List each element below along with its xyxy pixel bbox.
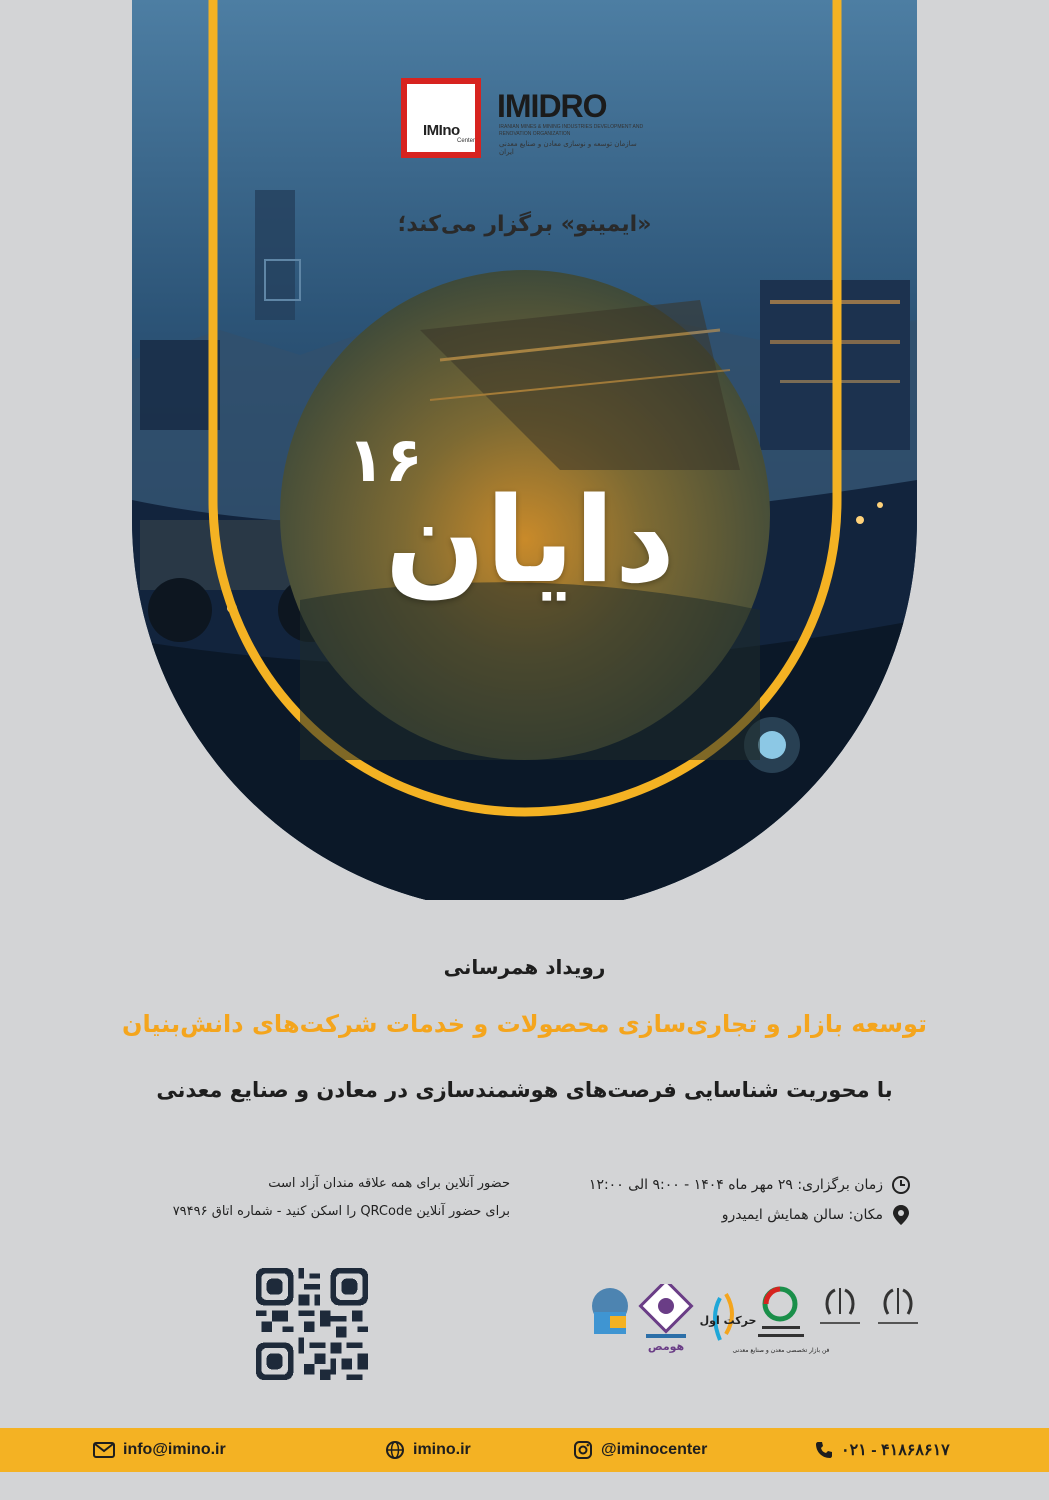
website-item[interactable] xyxy=(385,1428,471,1472)
imidro-logo-text: IMIDRO xyxy=(497,88,607,124)
imidro-logo-english: IRANIAN MINES & MINING INDUSTRIES DEVELOPMENT AND RENOVATION ORGANIZATION xyxy=(499,124,644,137)
event-number: ۱۶ xyxy=(347,423,423,496)
imidro-logo-persian: سازمان توسعه و نوسازی معادن و صنایع معدنی ایران xyxy=(499,140,637,156)
imino-logo-subtext: Center xyxy=(457,138,476,144)
fan-bazaar-label: فن بازار تخصصی معدن و صنایع معدنی xyxy=(732,1347,830,1354)
email-text: info@imino.ir xyxy=(123,1441,226,1458)
location-row xyxy=(571,1200,911,1230)
mail-icon xyxy=(93,1442,115,1458)
event-name: دایان xyxy=(384,471,676,609)
instagram-text: @iminocenter xyxy=(601,1441,708,1458)
presidency-emblem-icon xyxy=(820,1288,860,1324)
instagram-icon xyxy=(573,1440,593,1460)
cluster-logo xyxy=(592,1288,628,1334)
contact-footer xyxy=(0,1428,1049,1472)
homes-label: هومص xyxy=(647,1340,685,1353)
subheadline: با محوریت شناسایی فرصت‌های هوشمندسازی در معادن و صنایع معدنی xyxy=(156,1078,893,1102)
online-note: حضور آنلاین برای همه علاقه مندان آزاد است xyxy=(268,1176,510,1191)
organizer-text: «ایمینو» برگزار می‌کند؛ xyxy=(397,212,652,237)
partner-logos xyxy=(588,1284,928,1354)
phone-item[interactable] xyxy=(815,1428,950,1472)
location-text: مکان: سالن همایش ایمیدرو xyxy=(721,1207,883,1223)
svg-text:حرکت اول: حرکت اول xyxy=(699,1314,757,1327)
qr-code[interactable] xyxy=(256,1268,368,1380)
imino-logo-text: IMIno xyxy=(423,122,460,139)
homes-logo xyxy=(641,1284,692,1353)
website-text: imino.ir xyxy=(413,1441,471,1458)
partner-logos-graphic xyxy=(588,1284,928,1354)
location-pin-icon xyxy=(891,1204,911,1226)
time-text: زمان برگزاری: ۲۹ مهر ماه ۱۴۰۴ - ۹:۰۰ الی ۱۲:۰۰ xyxy=(588,1177,883,1193)
headline: توسعه بازار و تجاری‌سازی محصولات و خدمات شرکت‌های دانش‌بنیان xyxy=(122,1010,927,1038)
event-details xyxy=(571,1170,911,1230)
ministry-emblem-icon xyxy=(878,1288,918,1324)
harekat-aval-logo xyxy=(700,1294,757,1340)
imino-logo xyxy=(401,78,481,158)
event-type: رویداد همرسانی xyxy=(443,955,606,979)
qr-note: برای حضور آنلاین QRCode را اسکن کنید - شماره اتاق ۷۹۴۹۶ xyxy=(172,1204,510,1219)
globe-icon xyxy=(385,1440,405,1460)
time-row xyxy=(571,1170,911,1200)
email-item[interactable] xyxy=(93,1428,226,1472)
phone-icon xyxy=(815,1441,833,1459)
header-logos xyxy=(395,78,655,166)
clock-icon xyxy=(891,1175,911,1195)
phone-text: ۰۲۱ - ۴۱۸۶۸۶۱۷ xyxy=(841,1442,950,1459)
online-details xyxy=(120,1170,510,1226)
instagram-item[interactable] xyxy=(573,1428,707,1472)
